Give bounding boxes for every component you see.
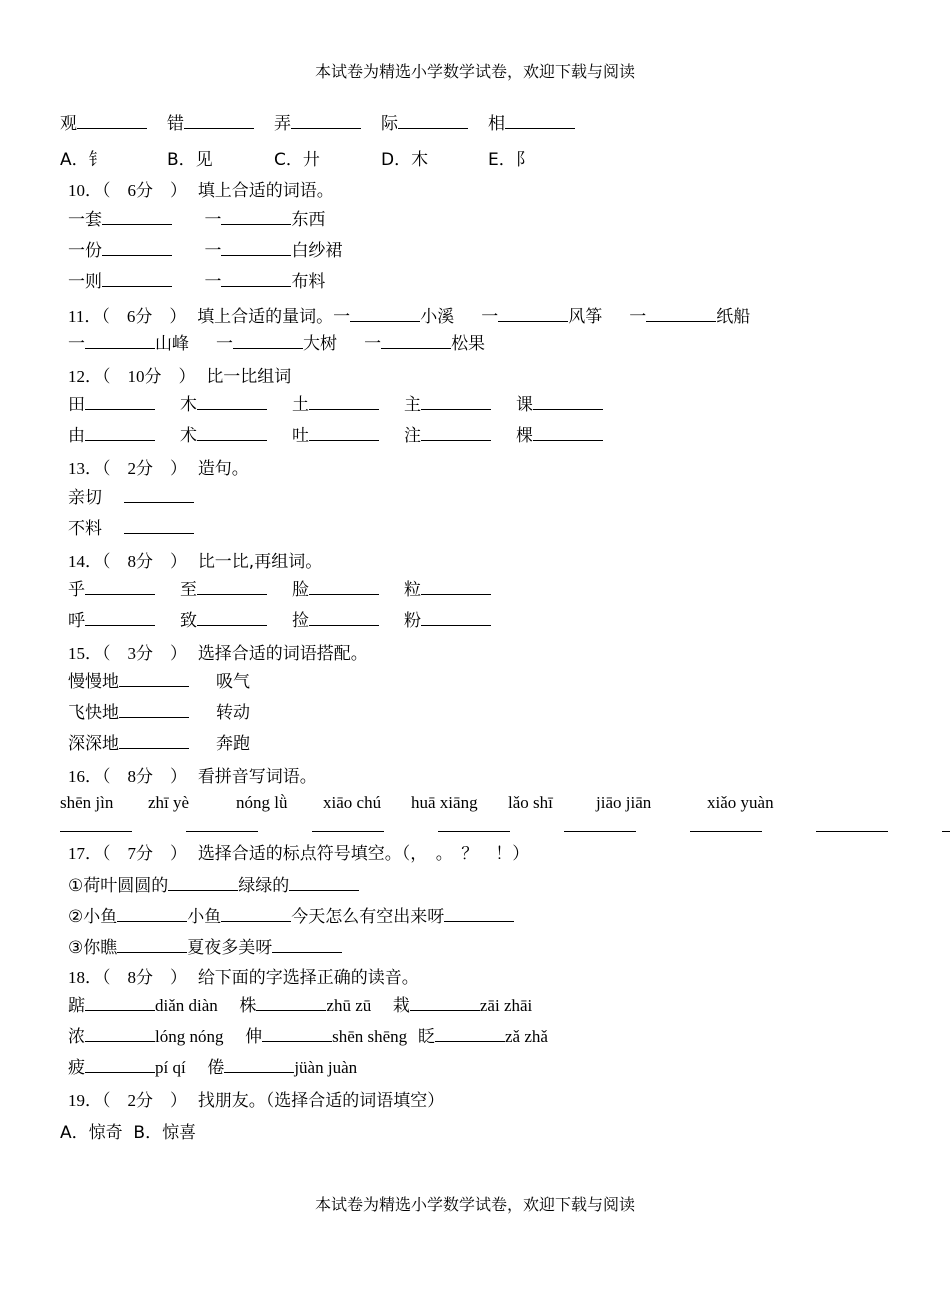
- q15-row-2: 飞快地 转动: [68, 703, 251, 723]
- page-header: 本试卷为精选小学数学试卷，欢迎下载与阅读: [314, 62, 635, 81]
- q12-item-8: 吐: [292, 424, 379, 447]
- q9-option-e: E．阝: [488, 150, 533, 170]
- q17-row-1: ①荷叶圆圆的 绿绿的: [68, 874, 359, 897]
- q17-row-3: ③你瞧 夏夜多美呀: [68, 936, 342, 959]
- q16-pinyin-6: lǎo shī: [508, 793, 553, 812]
- q19-options: A．惊奇 B．惊喜: [60, 1123, 197, 1143]
- q12-item-4: 主: [404, 393, 491, 416]
- q16-answer-blanks: [60, 815, 950, 838]
- q14-item-6: 致: [180, 609, 267, 632]
- q16-pinyin-4: xiāo chú: [323, 793, 382, 812]
- q9-option-c: C．廾: [274, 150, 320, 170]
- q12-item-9: 注: [404, 424, 491, 447]
- q16-heading: 16．（ 8分 ） 看拼音写词语。: [68, 767, 317, 787]
- page-footer: 本试卷为精选小学数学试卷，欢迎下载与阅读: [314, 1195, 635, 1214]
- q16-pinyin-8: xiǎo yuàn: [707, 793, 774, 812]
- q9-char-4: 际: [381, 112, 468, 135]
- q10-row-2: 一份 一 白纱裙: [68, 241, 343, 261]
- q10-row-1: 一套 一 东西: [68, 210, 326, 230]
- q11-heading: 11．（ 6分 ） 填上合适的量词。一 小溪 一 风筝 一 纸船: [68, 307, 751, 327]
- q9-char-5: 相: [488, 112, 575, 135]
- q12-heading: 12．（ 10分 ） 比一比组词: [68, 367, 292, 387]
- q16-pinyin-7: jiāo jiān: [596, 793, 652, 812]
- q14-item-3: 脸: [292, 578, 379, 601]
- q16-pinyin-2: zhī yè: [148, 793, 190, 812]
- q18-heading: 18．（ 8分 ） 给下面的字选择正确的读音。: [68, 968, 419, 988]
- q13-heading: 13．（ 2分 ） 造句。: [68, 459, 249, 479]
- q18-row-2: 浓 lóng nóng 伸 shēn shēng 眨 zǎ zhǎ: [68, 1027, 548, 1047]
- q9-option-b: B．见: [167, 150, 213, 170]
- q16-pinyin-1: shēn jìn: [60, 793, 114, 812]
- q16-pinyin-3: nóng lǜ: [236, 793, 288, 812]
- q15-row-3: 深深地 奔跑: [68, 734, 251, 754]
- q13-row-1: 亲切: [68, 486, 194, 509]
- q15-row-1: 慢慢地 吸气: [68, 672, 251, 692]
- q12-item-7: 术: [180, 424, 267, 447]
- q14-item-5: 呼: [68, 609, 155, 632]
- q17-heading: 17．（ 7分 ） 选择合适的标点符号填空。（， 。 ？ ！）: [68, 844, 530, 864]
- q12-item-5: 课: [516, 393, 603, 416]
- q14-item-1: 乎: [68, 578, 155, 601]
- q12-item-1: 田: [68, 393, 155, 416]
- q18-row-3: 疲 pí qí 倦 jüàn juàn: [68, 1058, 358, 1078]
- q16-pinyin-5: huā xiāng: [411, 793, 478, 812]
- q19-heading: 19．（ 2分 ） 找朋友。（选择合适的词语填空）: [68, 1091, 445, 1111]
- q14-item-8: 粉: [404, 609, 491, 632]
- q9-option-d: D．木: [381, 150, 429, 170]
- q9-char-3: 弄: [274, 112, 361, 135]
- q10-row-3: 一则 一 布料: [68, 272, 326, 292]
- q9-option-a: A．钅: [60, 150, 106, 170]
- q18-row-1: 踮 diǎn diàn 株 zhū zū 栽 zāi zhāi: [68, 996, 533, 1016]
- q10-heading: 10．（ 6分 ） 填上合适的词语。: [68, 181, 334, 201]
- q14-heading: 14．（ 8分 ） 比一比,再组词。: [68, 552, 323, 572]
- q13-row-2: 不料: [68, 517, 194, 540]
- q12-item-10: 棵: [516, 424, 603, 447]
- q14-item-4: 粒: [404, 578, 491, 601]
- q9-char-2: 错: [167, 112, 254, 135]
- q12-item-6: 由: [68, 424, 155, 447]
- q17-row-2: ②小鱼 小鱼 今天怎么有空出来呀: [68, 905, 514, 928]
- q14-item-2: 至: [180, 578, 267, 601]
- q12-item-3: 土: [292, 393, 379, 416]
- q11-row-2: 一 山峰 一 大树 一 松果: [68, 334, 486, 354]
- q15-heading: 15．（ 3分 ） 选择合适的词语搭配。: [68, 644, 368, 664]
- q9-char-1: 观: [60, 112, 147, 135]
- q12-item-2: 木: [180, 393, 267, 416]
- q14-item-7: 捡: [292, 609, 379, 632]
